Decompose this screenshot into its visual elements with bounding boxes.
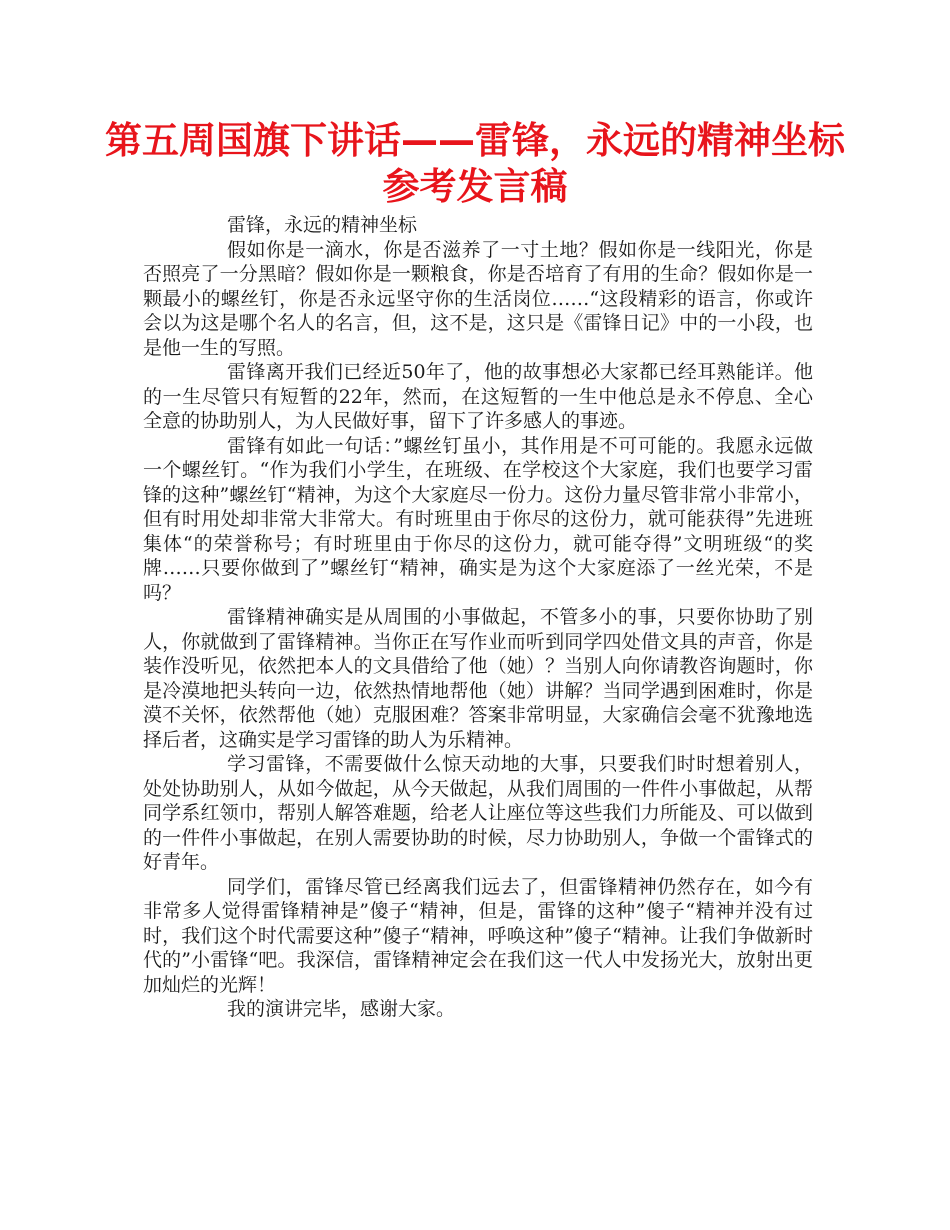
paragraph: 雷锋精神确实是从周围的小事做起，不管多小的事，只要你协助了别人，你就做到了雷锋精神。当你正在写作业而听到同学四处借文具的声音，你是装作没听见，依然把本人的文具借给了他（她）？当别人向你请教咨询题时，你是冷漠地把头转向一边，依然热情地帮他（她）讲解？当同学遇到困难时，你是漠不关怀，依然帮他（她）克服困难？答案非常明显，大家确信会毫不犹豫地选择后者，这确实是学习雷锋的助人为乐精神。 bbox=[143, 606, 813, 751]
paragraph: 同学们，雷锋尽管已经离我们远去了，但雷锋精神仍然存在，如今有非常多人觉得雷锋精神是”傻子“精神，但是，雷锋的这种”傻子“精神并没有过时，我们这个时代需要这种”傻子“精神，呼唤这种”傻子“精神。让我们争做新时代的”小雷锋“吧。我深信，雷锋精神定会在我们这一代人中发扬光大，放射出更加灿烂的光辉！ bbox=[143, 875, 813, 996]
paragraph: 学习雷锋，不需要做什么惊天动地的大事，只要我们时时想着别人，处处协助别人，从如今做起，从今天做起，从我们周围的一件件小事做起，从帮同学系红领巾，帮别人解答难题，给老人让座位等这些我们力所能及、可以做到的一件件小事做起，在别人需要协助的时候，尽力协助别人，争做一个雷锋式的好青年。 bbox=[143, 753, 813, 873]
document-body bbox=[143, 213, 813, 1022]
paragraph: 雷锋离开我们已经近50年了，他的故事想必大家都已经耳熟能详。他的一生尽管只有短暂的22年，然而，在这短暂的一生中他总是永不停息、全心全意的协助别人，为人民做好事，留下了许多感人的事迹。 bbox=[143, 361, 813, 432]
paragraph-subtitle: 雷锋，永远的精神坐标 bbox=[227, 214, 418, 236]
document-title: 第五周国旗下讲话——雷锋，永远的精神坐标参考发言稿 bbox=[105, 119, 845, 208]
paragraph-closing: 我的演讲完毕，感谢大家。 bbox=[227, 998, 456, 1020]
paragraph: 雷锋有如此一句话：”螺丝钉虽小，其作用是不可可能的。我愿永远做一个螺丝钉。“作为我们小学生，在班级、在学校这个大家庭，我们也要学习雷锋的这种”螺丝钉“精神，为这个大家庭尽一份力。这份力量尽管非常小非常小，但有时用处却非常大非常大。有时班里由于你尽的这份力，就可能获得”先进班集体“的荣誉称号；有时班里由于你尽的这份力，就可能夺得”文明班级“的奖牌……只要你做到了”螺丝钉“精神，确实是为这个大家庭添了一丝光荣，不是吗？ bbox=[143, 434, 813, 604]
paragraph: 假如你是一滴水，你是否滋养了一寸土地？假如你是一线阳光，你是否照亮了一分黑暗？假如你是一颗粮食，你是否培育了有用的生命？假如你是一颗最小的螺丝钉，你是否永远坚守你的生活岗位……“这段精彩的语言，你或许会以为这是哪个名人的名言，但，这不是，这只是《雷锋日记》中的一小段，也是他一生的写照。 bbox=[143, 238, 813, 359]
